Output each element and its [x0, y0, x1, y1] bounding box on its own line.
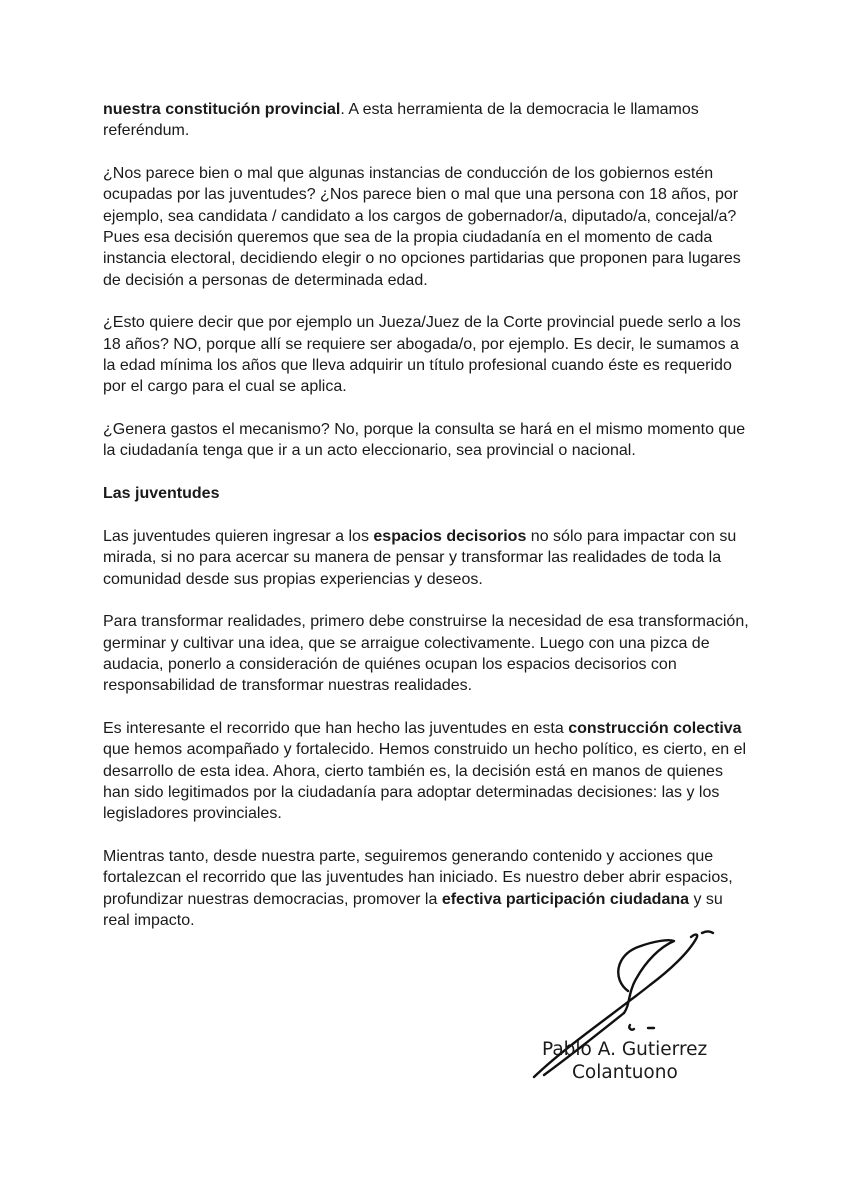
paragraph-text: Mientras tanto, desde nuestra parte, seguiremos generando contenido y acciones que fortalezcan el recorrido que las juventudes han iniciado. Es nuestro deber abrir espacios, profundizar nuestras democracias, promover la [103, 848, 733, 908]
paragraph-text: Para transformar realidades, primero debe construirse la necesidad de esa transformación, germinar y cultivar una idea, que se arraigue colectivamente. Luego con una pizca de audacia, ponerlo a consideración de quiénes ocupan los espacios decisorios con responsabilidad de transformar nuestras realidades. [103, 613, 749, 695]
paragraph-mientras-tanto [103, 846, 753, 931]
section-heading-text: Las juventudes [103, 485, 220, 503]
paragraph-referendum [103, 99, 753, 142]
paragraph-text: Las juventudes quieren ingresar a los [103, 527, 374, 545]
paragraph-construccion-colectiva [103, 718, 753, 824]
paragraph-espacios-decisorios [103, 526, 753, 590]
document-body [103, 99, 753, 953]
bold-text: nuestra constitución provincial [103, 101, 341, 118]
signature-name [542, 1038, 732, 1084]
paragraph-gastos [103, 419, 753, 462]
bold-text: construcción colectiva [568, 720, 742, 738]
signature-name-line1: Pablo A. Gutierrez [542, 1039, 708, 1060]
paragraph-text: que hemos acompañado y fortalecido. Hemos construido un hecho político, es cierto, en el desarrollo de esta idea. Ahora, cierto también es, la decisión está en manos de quienes han sido legitimados por la ciudadanía para adoptar determinadas decisiones: las y los legisladores provinciales. [103, 741, 747, 823]
section-heading [103, 483, 753, 504]
paragraph-text: no sólo para impactar con su mirada, si no para acercar su manera de pensar y transformar las realidades de toda la comunidad desde sus propias experiencias y deseos. [103, 527, 737, 588]
bold-text: espacios decisorios [373, 527, 527, 545]
paragraph-juventudes-gobierno [103, 163, 753, 291]
paragraph-juez-corte [103, 312, 753, 397]
paragraph-transformar-realidades [103, 611, 753, 696]
paragraph-text: . A esta herramienta de la democracia le llamamos referéndum. [103, 101, 699, 140]
signature-name-line2: Colantuono [572, 1062, 678, 1083]
paragraph-text: ¿Nos parece bien o mal que algunas instancias de conducción de los gobiernos estén ocupadas por las juventudes? ¿Nos parece bien o mal que una persona con 18 años, por ejemplo, sea candidata / candidato a los cargos de gobernador/a, diputado/a, concejal/a? Pues esa decisión queremos que sea de la propia ciudadanía en el momento de cada instancia electoral, decidiendo elegir o no opciones partidarias que proponen para lugares de decisión a personas de determinada edad. [103, 165, 741, 289]
signature-block [520, 925, 730, 1085]
paragraph-text: ¿Genera gastos el mecanismo? No, porque la consulta se hará en el mismo momento que la ciudadanía tenga que ir a un acto eleccionario, sea provincial o nacional. [103, 421, 746, 460]
paragraph-text: ¿Esto quiere decir que por ejemplo un Jueza/Juez de la Corte provincial puede serlo a los 18 años? NO, porque allí se requiere ser abogada/o, por ejemplo. Es decir, le sumamos a la edad mínima los años que lleva adquirir un título profesional cuando éste es requerido por el cargo para el cual se aplica. [103, 314, 741, 396]
paragraph-text: y su real impacto. [103, 890, 723, 929]
bold-text: efectiva participación ciudadana [441, 890, 690, 908]
paragraph-text: Es interesante el recorrido que han hecho las juventudes en esta [103, 720, 569, 738]
